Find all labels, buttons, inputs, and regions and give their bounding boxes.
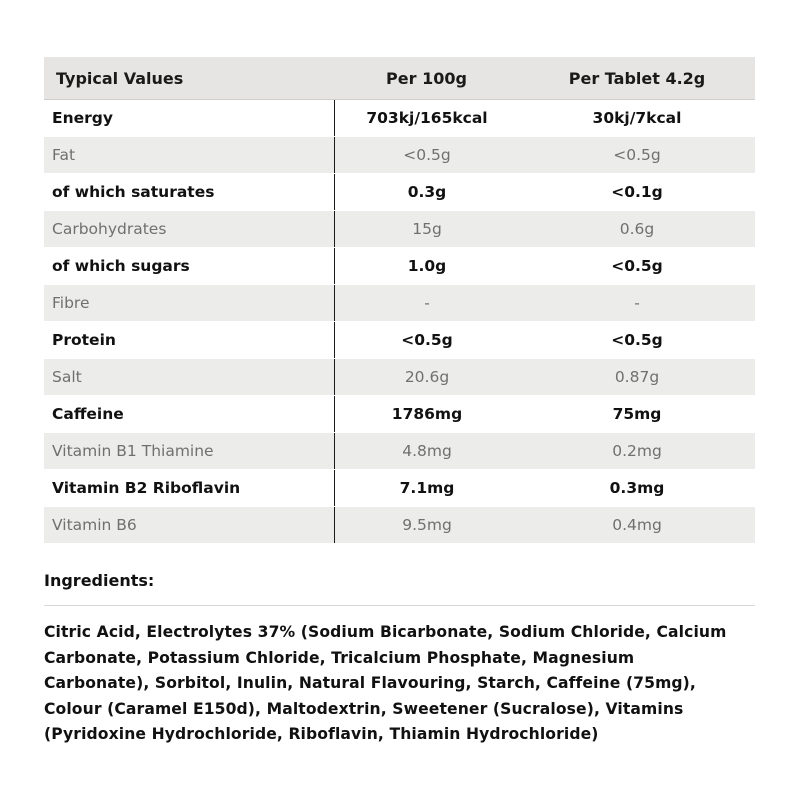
value-per-100g: 9.5mg [334,507,519,543]
table-row [44,433,755,470]
table-row [44,100,755,137]
value-per-100g: 1.0g [334,248,519,284]
value-per-tablet: <0.1g [611,183,663,201]
table-row [44,285,755,322]
nutrient-name: Energy [52,109,113,127]
nutrient-name: Fat [52,146,76,164]
table-row [44,174,755,211]
value-per-100g: 15g [334,211,519,247]
value-per-100g: - [334,285,519,321]
nutrition-table [44,57,755,544]
nutrient-name: Carbohydrates [52,220,167,238]
value-per-100g: 4.8mg [334,433,519,469]
value-per-100g: 7.1mg [334,470,519,506]
value-per-tablet: 0.87g [614,368,660,386]
ingredients-line: (Pyridoxine Hydrochloride, Riboflavin, Thiamin Hydrochloride) [44,725,599,743]
table-header-row [44,57,755,100]
table-row [44,137,755,174]
ingredients-text [44,620,756,748]
nutrient-name: Vitamin B1 Thiamine [52,442,214,460]
value-per-tablet: 0.3mg [609,479,665,497]
value-per-tablet: <0.5g [611,331,663,349]
value-per-tablet: 0.4mg [612,516,662,534]
nutrient-name: Vitamin B2 Riboflavin [52,479,241,497]
ingredients-line: Carbonate, Potassium Chloride, Tricalcium Phosphate, Magnesium [44,648,635,667]
table-row [44,507,755,544]
value-per-tablet: 0.2mg [612,442,662,460]
value-per-100g: <0.5g [334,322,519,358]
value-per-100g: <0.5g [334,137,519,173]
header-per-100g: Per 100g [386,68,467,88]
table-row [44,322,755,359]
value-per-tablet: 0.6g [619,220,655,238]
nutrient-name: of which sugars [52,257,190,275]
table-body [44,100,755,544]
table-row [44,470,755,507]
table-row [44,248,755,285]
value-per-tablet: <0.5g [613,146,661,164]
value-per-100g: 703kj/165kcal [334,100,519,136]
nutrient-name: Fibre [52,294,90,312]
header-typical-values: Typical Values [56,68,184,88]
ingredients-line: Carbonate), Sorbitol, Inulin, Natural Flavouring, Starch, Caffeine (75mg), [44,674,696,692]
header-per-tablet: Per Tablet 4.2g [568,68,706,88]
table-row [44,211,755,248]
value-per-100g: 1786mg [334,396,519,432]
value-per-tablet: - [634,294,640,312]
value-per-tablet: <0.5g [611,257,663,275]
value-per-100g: 20.6g [334,359,519,395]
table-row [44,359,755,396]
nutrient-name: Protein [52,331,116,349]
value-per-tablet: 30kj/7kcal [592,109,682,127]
nutrient-name: Vitamin B6 [52,516,137,534]
value-per-tablet: 75mg [612,405,662,423]
nutrient-name: Caffeine [52,405,124,423]
table-row [44,396,755,433]
value-per-100g: 0.3g [334,174,519,210]
nutrient-name: Salt [52,368,82,386]
ingredients-line: Colour (Caramel E150d), Maltodextrin, Sweetener (Sucralose), Vitamins [44,699,684,718]
ingredients-line: Citric Acid, Electrolytes 37% (Sodium Bicarbonate, Sodium Chloride, Calcium [44,623,727,641]
nutrient-name: of which saturates [52,183,215,201]
ingredients-divider [44,605,755,606]
ingredients-title: Ingredients: [44,571,155,590]
